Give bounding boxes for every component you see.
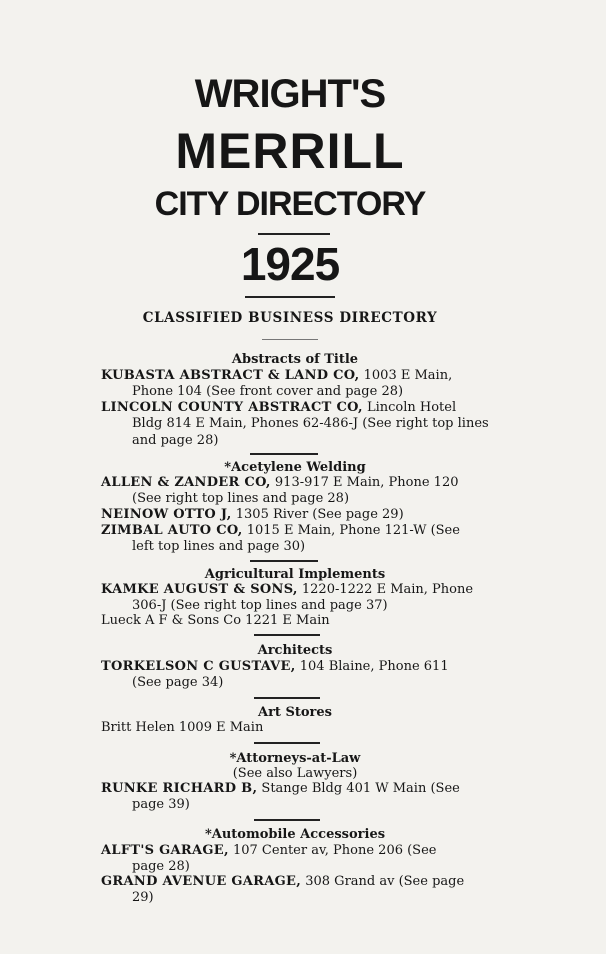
section-title: CLASSIFIED BUSINESS DIRECTORY (142, 310, 438, 326)
business-name: KAMKE AUGUST & SONS, (101, 582, 298, 597)
category-heading: Art Stores (258, 705, 332, 720)
entry-text: 308 Grand av (See page (305, 874, 465, 889)
business-name: TORKELSON C GUSTAVE, (101, 659, 296, 674)
year-rule (245, 296, 335, 298)
entry-text: Lincoln Hotel (366, 400, 457, 415)
publisher-title: WRIGHT'S (194, 72, 386, 116)
business-name: KUBASTA ABSTRACT & LAND CO, (101, 368, 360, 383)
divider (254, 819, 320, 821)
section-rule (262, 339, 318, 340)
list-item (101, 659, 493, 692)
business-name: LINCOLN COUNTY ABSTRACT CO, (101, 400, 363, 415)
city-title: MERRILL (175, 123, 405, 179)
list-item (101, 368, 493, 401)
divider (254, 697, 320, 699)
entry-text: 104 Blaine, Phone 611 (299, 659, 449, 674)
entry-continuation: 29) (132, 890, 154, 906)
category-heading: Agricultural Implements (204, 567, 386, 582)
entry-text: 1003 E Main, (363, 368, 453, 383)
title-rule (258, 233, 330, 235)
list-item (101, 507, 493, 523)
entry-text: Stange Bldg 401 W Main (See (261, 781, 460, 796)
business-name: NEINOW OTTO J, (101, 507, 232, 522)
list-item (101, 781, 493, 814)
entry-text: 1015 E Main, Phone 121-W (See (246, 523, 460, 538)
entry-continuation: page 39) (132, 797, 190, 813)
entry-continuation: Bldg 814 E Main, Phones 62-486-J (See right top lines and page 28) (132, 416, 489, 448)
category-heading: *Automobile Accessories (204, 827, 386, 842)
business-name: GRAND AVENUE GARAGE, (101, 874, 302, 889)
divider (250, 453, 318, 455)
list-item (101, 582, 493, 615)
list-item (101, 475, 493, 508)
list-item (101, 843, 493, 876)
entry-text: Britt Helen 1009 E Main (101, 720, 264, 735)
entry-text: 913-917 E Main, Phone 120 (274, 475, 459, 490)
entry-text: 1305 River (See page 29) (235, 507, 404, 522)
category-heading: Architects (257, 643, 333, 658)
business-name: ALFT'S GARAGE, (101, 843, 229, 858)
year-title: 1925 (240, 238, 340, 290)
entry-text: Lueck A F & Sons Co 1221 E Main (101, 613, 330, 628)
divider (254, 742, 320, 744)
list-item (101, 523, 493, 556)
entry-continuation: Phone 104 (See front cover and page 28) (132, 384, 404, 400)
category-heading: *Acetylene Welding (224, 460, 366, 475)
category-heading: Abstracts of Title (231, 352, 359, 367)
list-item (101, 720, 493, 736)
list-item (101, 874, 493, 907)
business-name: ALLEN & ZANDER CO, (101, 475, 271, 490)
entry-continuation: (See right top lines and page 28) (132, 491, 350, 507)
entry-continuation: 306-J (See right top lines and page 37) (132, 598, 388, 614)
divider (250, 560, 318, 562)
entry-continuation: page 28) (132, 859, 190, 875)
entry-continuation: left top lines and page 30) (132, 539, 306, 555)
list-item (101, 613, 493, 629)
category-note: (See also Lawyers) (232, 766, 358, 781)
business-name: ZIMBAL AUTO CO, (101, 523, 243, 538)
category-heading: *Attorneys-at-Law (229, 751, 361, 766)
list-item (101, 400, 493, 449)
divider (254, 634, 320, 636)
entry-text: 107 Center av, Phone 206 (See (232, 843, 437, 858)
entry-text: 1220-1222 E Main, Phone (301, 582, 474, 597)
directory-title: CITY DIRECTORY (154, 185, 426, 223)
business-name: RUNKE RICHARD B, (101, 781, 258, 796)
entry-continuation: (See page 34) (132, 675, 224, 691)
